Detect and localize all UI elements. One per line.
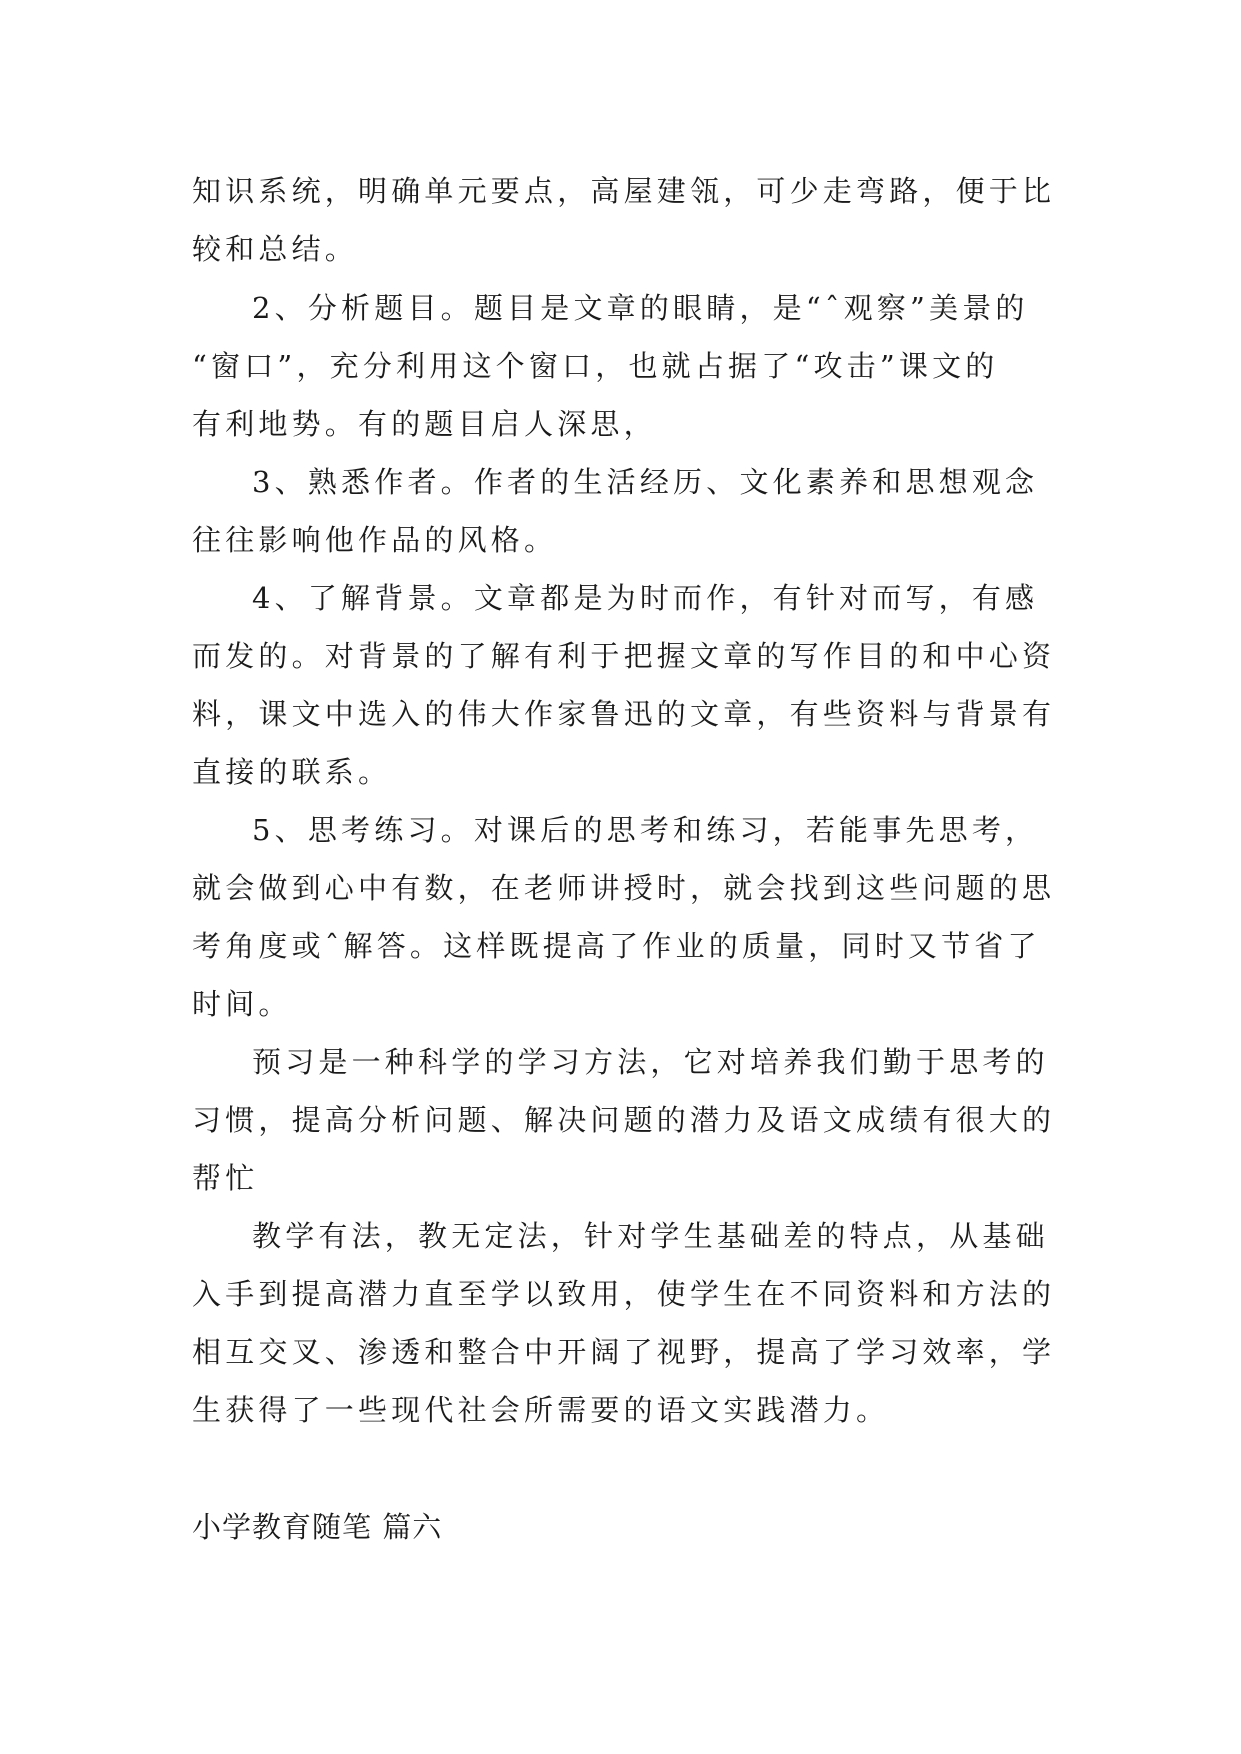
- text-line: 预习是一种科学的学习方法，它对培养我们勤于思考的: [252, 1045, 1049, 1079]
- text-line: 生获得了一些现代社会所需要的语文实践潜力。: [192, 1393, 890, 1427]
- text-line: 往往影响他作品的风格。: [192, 523, 558, 557]
- text-line: 知识系统，明确单元要点，高屋建瓴，可少走弯路，便于比: [192, 174, 1056, 208]
- text-line: 习惯，提高分析问题、解决问题的潜力及语文成绩有很大的: [192, 1103, 1056, 1137]
- text-line: 2、分析题目。题目是文章的眼睛，是“ˆ观察”美景的: [252, 291, 1029, 325]
- text-line: 料，课文中选入的伟大作家鲁迅的文章，有些资料与背景有: [192, 697, 1056, 731]
- text-line: 相互交叉、渗透和整合中开阔了视野，提高了学习效率，学: [192, 1335, 1056, 1369]
- text-line: 而发的。对背景的了解有利于把握文章的写作目的和中心资: [192, 639, 1056, 673]
- text-line: 直接的联系。: [192, 755, 392, 789]
- text-line: 4、了解背景。文章都是为时而作，有针对而写，有感: [252, 581, 1039, 615]
- text-line: 教学有法，教无定法，针对学生基础差的特点，从基础: [252, 1219, 1049, 1253]
- text-line: 有利地势。有的题目启人深思，: [192, 407, 657, 441]
- text-line: 就会做到心中有数，在老师讲授时，就会找到这些问题的思: [192, 871, 1056, 905]
- text-line: 3、熟悉作者。作者的生活经历、文化素养和思想观念: [252, 465, 1039, 499]
- text-line: 入手到提高潜力直至学以致用，使学生在不同资料和方法的: [192, 1277, 1056, 1311]
- text-line: 时间。: [192, 987, 292, 1021]
- text-line: “窗口”，充分利用这个窗口，也就占据了“攻击”课文的: [192, 349, 999, 383]
- text-line: 考角度或ˆ解答。这样既提高了作业的质量，同时又节省了: [192, 929, 1041, 963]
- text-line: 较和总结。: [192, 232, 359, 266]
- section-heading: 小学教育随笔 篇六: [192, 1510, 443, 1544]
- text-line: 帮忙: [192, 1161, 259, 1195]
- text-line: 5、思考练习。对课后的思考和练习，若能事先思考，: [252, 813, 1039, 847]
